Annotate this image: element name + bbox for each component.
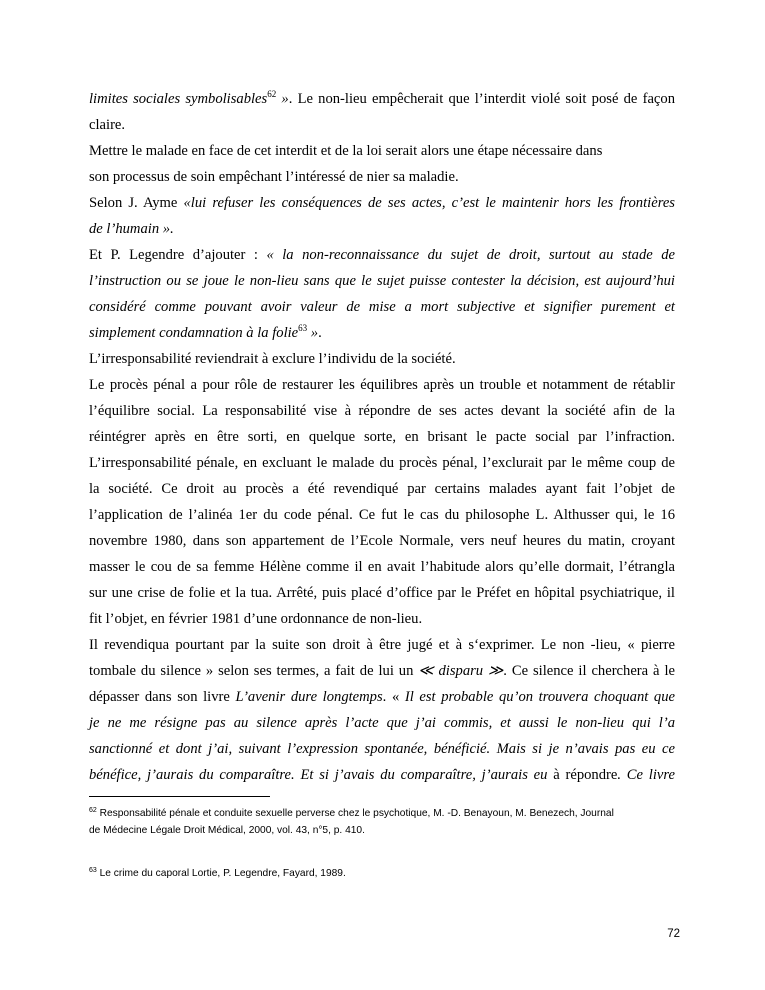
italic-span: «lui refuser les conséquences de ses actes, c’est le maintenir hors les frontières (183, 195, 675, 211)
text-line (89, 244, 675, 266)
text-line (89, 88, 675, 110)
text-span: dépasser dans son livre (89, 689, 236, 705)
text-line: l’application de l’alinéa 1er du code pénal. Ce fut le cas du philosophe L. Althusser qui, le 16 (89, 507, 675, 523)
text-line: Il revendiqua pourtant par la suite son droit à être jugé et à s‘exprimer. Le non -lieu, « pierre (89, 637, 675, 653)
italic-span: bénéfice, j’aurais du comparaître. Et si j’avais du comparaître, j’aurais eu (89, 767, 554, 783)
text-span: . Ce silence il cherchera à le (503, 663, 675, 679)
footnote-line (89, 806, 679, 822)
text-line: réintégrer après en être sorti, en quelque sorte, en brisant le pacte social par l’infraction. (89, 429, 675, 445)
text-span: tombale du silence » selon ses termes, a fait de lui un (89, 663, 419, 679)
text-line: son processus de soin empêchant l’intéressé de nier sa maladie. (89, 169, 459, 185)
text-line (89, 218, 675, 240)
text-line: masser le cou de sa femme Hélène comme il en avait l’habitude alors qu’elle dormait, l’étrangla (89, 559, 675, 575)
text-line: l’équilibre social. La responsabilité vise à répondre de ses actes devant la société afin de la (89, 403, 675, 419)
italic-span: l’instruction ou se joue le non-lieu sans que le sujet puisse contester la décision, est aujourd’hui (89, 273, 675, 289)
footnote-separator (89, 796, 270, 797)
italic-span: » (276, 91, 289, 107)
text-line: L’irresponsabilité pénale, en excluant le malade du procès pénal, l’exclurait par le même coup de (89, 455, 675, 471)
italic-span: de l’humain ». (89, 221, 174, 237)
italic-span: sanctionné et dont j’ai, suivant l’expression spontanée, bénéficié. Mais si je n’avais pas eu ce (89, 741, 675, 757)
text-line: claire. (89, 117, 126, 133)
italic-span: simplement condamnation à la folie (89, 325, 299, 341)
footnote-line (89, 866, 679, 882)
text-line (89, 270, 675, 292)
footnote-number: 62 (89, 807, 97, 814)
text-line: L’irresponsabilité reviendrait à exclure l’individu de la société. (89, 351, 456, 367)
footnote-text: Le crime du caporal Lortie, P. Legendre, Fayard, 1989. (96, 868, 346, 879)
text-line (89, 686, 675, 708)
italic-span: ≪ disparu ≫ (418, 663, 504, 679)
text-span: . (318, 325, 322, 341)
text-span: . Le non-lieu empêcherait que l’interdit violé soit posé de façon (288, 91, 675, 107)
italic-span: considéré comme pouvant avoir valeur de mise a mort subjective et signifier purement et (89, 299, 675, 315)
footnote-ref-62[interactable]: 62 (267, 89, 277, 99)
italic-span: je ne me résigne pas au silence après l’acte que j’ai commis, et aussi le non-lieu qui l’a (89, 715, 675, 731)
text-line: sur une crise de folie et la tua. Arrêté, puis placé d’office par le Préfet en hôpital psychiatrique, il (89, 585, 675, 601)
text-line (89, 738, 675, 760)
italic-span: . Ce livre (617, 767, 675, 783)
text-line (89, 764, 675, 786)
page-number: 72 (667, 928, 680, 940)
text-line: Mettre le malade en face de cet interdit et de la loi serait alors une étape nécessaire dans (89, 143, 603, 159)
italic-span: « la non-reconnaissance du sujet de droit, surtout au stade de (266, 247, 676, 263)
text-span: Selon J. Ayme (89, 195, 184, 211)
italic-span: » (307, 325, 319, 341)
footnote-number: 63 (89, 867, 97, 874)
text-line (89, 660, 675, 682)
text-line: la société. Ce droit au procès a été revendiqué par certains malades ayant fait l’objet de (89, 481, 675, 497)
book-title: L’avenir dure longtemps (235, 689, 383, 705)
footnote-line: de Médecine Légale Droit Médical, 2000, vol. 43, n°5, p. 410. (89, 825, 365, 836)
text-line (89, 712, 675, 734)
footnote-ref-63[interactable]: 63 (298, 323, 308, 333)
text-line (89, 192, 675, 214)
footnote-text: Responsabilité pénale et conduite sexuelle perverse chez le psychotique, M. -D. Benayoun, M. Benezech, Journal (96, 808, 614, 819)
text-span: Et P. Legendre d’ajouter : (89, 247, 267, 263)
text-span: à répondre (553, 767, 618, 783)
italic-span: Il est probable qu’on trouvera choquant que (404, 689, 676, 705)
italic-span: limites sociales symbolisables (89, 91, 268, 107)
text-line: Le procès pénal a pour rôle de restaurer les équilibres après un trouble et notamment de rétablir (89, 377, 675, 393)
text-line: fit l’objet, en février 1981 d’une ordonnance de non-lieu. (89, 611, 423, 627)
text-line (89, 322, 675, 344)
text-span: . « (382, 689, 405, 705)
text-line: novembre 1980, dans son appartement de l’Ecole Normale, vers neuf heures du matin, croyant (89, 533, 675, 549)
text-line (89, 296, 675, 318)
